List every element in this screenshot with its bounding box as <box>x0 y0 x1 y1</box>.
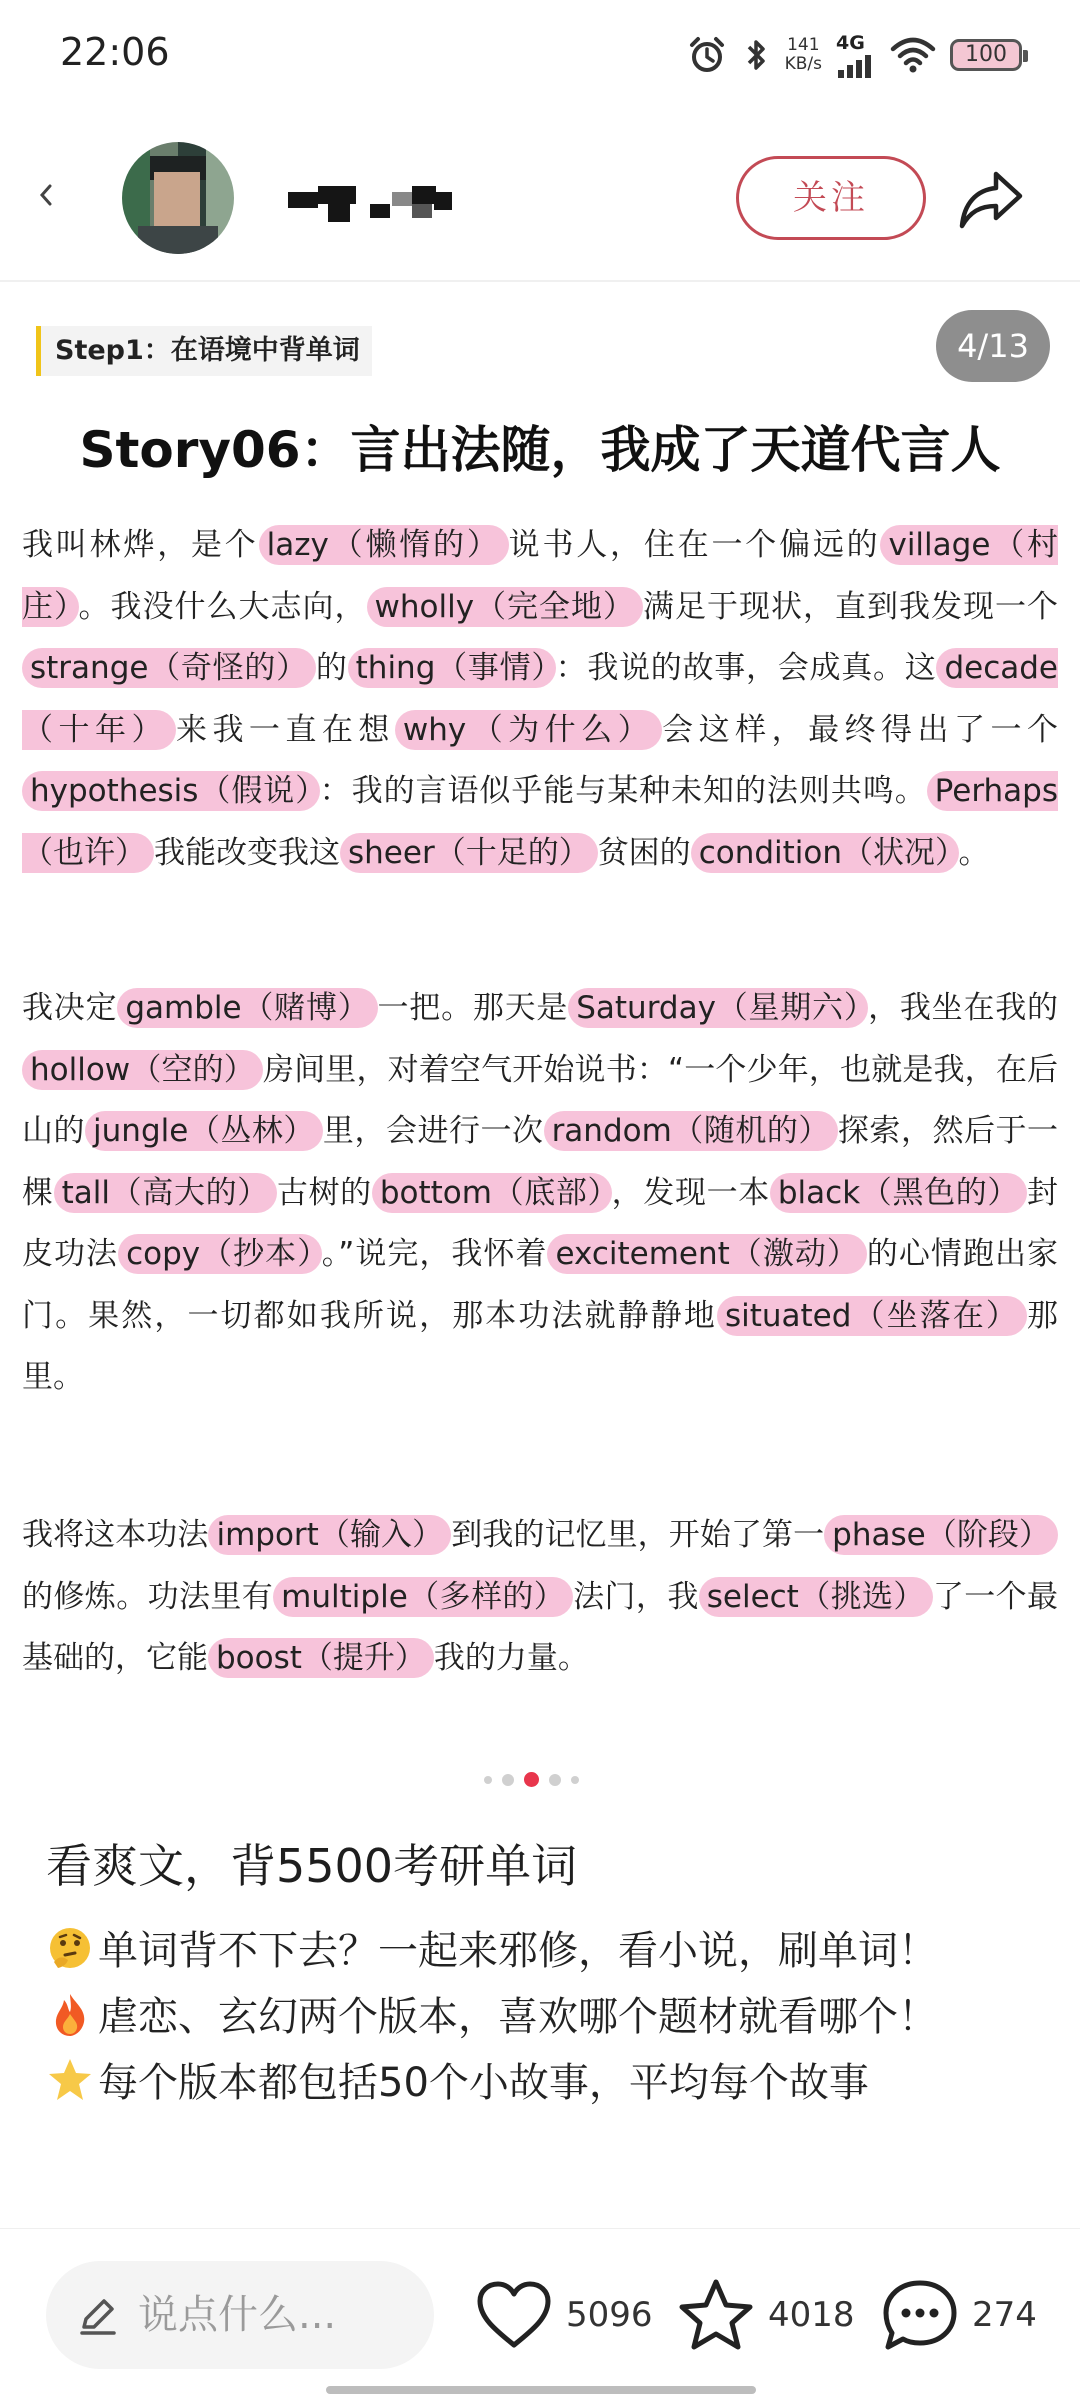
home-indicator <box>326 2386 756 2394</box>
vocab-highlight: import（输入） <box>208 1515 451 1555</box>
story-text: ，发现一本 <box>611 1174 770 1211</box>
vocab-highlight: bottom（底部） <box>372 1173 612 1213</box>
vocab-highlight: thing（事情） <box>348 648 556 688</box>
bottom-action-bar <box>0 2228 1080 2400</box>
desc-line-2-text: 虐恋、玄幻两个版本，喜欢哪个题材就看哪个！ <box>98 1994 938 2040</box>
story-text: 探索，然后于一棵 <box>22 1113 1059 1211</box>
vocab-highlight: select（挑选） <box>699 1577 933 1617</box>
vocab-highlight: Saturday（星期六） <box>568 988 868 1028</box>
desc-line-1 <box>46 1918 1036 1984</box>
story-text: 。我没什么大志向， <box>78 588 367 625</box>
vocab-highlight: random（随机的） <box>544 1111 838 1151</box>
back-arrow-icon[interactable] <box>34 180 58 210</box>
comment-placeholder: 说点什么... <box>138 2292 337 2338</box>
vocab-highlight: village（村庄） <box>22 527 1059 625</box>
story-text: 一把。那天是 <box>377 990 569 1026</box>
post-description <box>46 1918 1036 2116</box>
vocab-highlight: jungle（丛林） <box>85 1111 323 1151</box>
vocab-highlight: situated（坐落在） <box>717 1296 1027 1336</box>
comment-bubble-icon <box>880 2277 960 2353</box>
network-speed-unit: KB/s <box>784 54 822 74</box>
vocab-highlight: copy（抄本） <box>118 1234 322 1274</box>
story-text: 我的力量。 <box>433 1640 589 1676</box>
status-bar <box>0 0 1080 110</box>
story-text: 说书人，住在一个偏远的 <box>508 527 881 563</box>
carousel-dot <box>571 1776 579 1784</box>
desc-line-1-text: 单词背不下去？一起来邪修，看小说，刷单词！ <box>98 1928 938 1974</box>
author-avatar[interactable] <box>122 142 234 254</box>
network-speed-value: 141 <box>787 35 820 55</box>
follow-button[interactable]: 关注 <box>736 156 926 240</box>
story-text: 法门，我 <box>573 1578 699 1615</box>
vocab-highlight: boost（提升） <box>208 1638 434 1678</box>
desc-line-2 <box>46 1984 1036 2050</box>
star-outline-icon <box>676 2277 756 2353</box>
vocab-highlight: black（黑色的） <box>770 1173 1027 1213</box>
signal-icon <box>836 54 876 78</box>
vocab-highlight: multiple（多样的） <box>273 1577 573 1617</box>
story-text: 的 <box>315 650 348 686</box>
vocab-highlight: Perhaps（也许） <box>22 773 1058 871</box>
vocab-highlight: condition（状况） <box>691 833 959 873</box>
vocab-highlight: wholly（完全地） <box>367 587 644 627</box>
share-icon[interactable] <box>956 168 1026 230</box>
post-title: 看爽文，背5500考研单词 <box>46 1839 578 1893</box>
alarm-icon <box>687 35 727 75</box>
vocab-highlight: hypothesis（假说） <box>22 771 320 811</box>
story-text: 。”说完，我怀着 <box>321 1236 548 1272</box>
vocab-highlight: phase（阶段） <box>824 1515 1058 1555</box>
vocab-highlight: tall（高大的） <box>54 1173 277 1213</box>
story-text: 贫困的 <box>597 834 691 871</box>
story-text: 房间里，对着空气开始说书：“一个少年，也就是我，在后山的 <box>22 1051 1058 1149</box>
story-text: 我叫林烨，是个 <box>22 527 259 563</box>
vocab-highlight: why（为什么） <box>395 710 662 750</box>
heart-icon <box>474 2279 554 2351</box>
comment-button[interactable] <box>880 2273 1037 2357</box>
story-title: Story06：言出法随，我成了天道代言人 <box>79 421 1001 479</box>
story-paragraph-3 <box>22 1505 1058 1690</box>
story-text: 那里。 <box>22 1297 1058 1395</box>
favorite-button[interactable] <box>676 2273 855 2357</box>
story-paragraph-2 <box>22 978 1058 1409</box>
pen-icon <box>76 2293 120 2337</box>
wifi-icon <box>890 35 936 75</box>
story-text: 古树的 <box>276 1174 372 1211</box>
carousel-dot <box>549 1774 561 1786</box>
story-text: 会这样，最终得出了一个 <box>662 711 1059 748</box>
story-text: 里，会进行一次 <box>322 1113 544 1149</box>
like-button[interactable] <box>474 2273 653 2357</box>
comment-input[interactable] <box>46 2261 434 2369</box>
story-text: 封皮功法 <box>22 1174 1059 1272</box>
status-icons <box>687 30 1022 80</box>
story-text: 我决定 <box>22 990 118 1026</box>
thinking-face-icon <box>46 1924 94 1972</box>
vocab-highlight: decade（十年） <box>22 650 1059 748</box>
carousel-dot <box>484 1776 492 1784</box>
story-text: 的修炼。功法里有 <box>22 1578 274 1615</box>
carousel-dot <box>502 1774 514 1786</box>
desc-line-3-text: 每个版本都包括50个小故事，平均每个故事 <box>98 2060 869 2106</box>
story-text: 我能改变我这 <box>154 834 340 871</box>
story-text: 的心情跑出家门。果然，一切都如我所说，那本功法就静静地 <box>22 1236 1059 1334</box>
cellular-signal <box>836 32 876 78</box>
story-text: 了一个最基础的，它能 <box>22 1578 1059 1676</box>
like-count: 5096 <box>566 2295 653 2335</box>
network-speed <box>785 36 822 74</box>
network-type: 4G <box>836 32 865 54</box>
bluetooth-icon <box>741 35 771 75</box>
story-paragraph-1 <box>22 515 1058 884</box>
vocab-highlight: excitement（激动） <box>547 1234 866 1274</box>
carousel-dot-active <box>524 1772 539 1787</box>
carousel-dots <box>484 1772 579 1787</box>
story-text: ：我说的故事，会成真。这 <box>555 650 937 686</box>
fire-icon <box>46 1990 94 2038</box>
vocab-highlight: strange（奇怪的） <box>22 648 316 688</box>
step-tag: Step1：在语境中背单词 <box>36 326 372 376</box>
favorite-count: 4018 <box>768 2295 855 2335</box>
vocab-highlight: sheer（十足的） <box>340 833 598 873</box>
vocab-highlight: gamble（赌博） <box>117 988 377 1028</box>
story-text: 到我的记忆里，开始了第一 <box>451 1517 825 1553</box>
story-text: ，我坐在我的 <box>868 990 1059 1026</box>
status-time: 22:06 <box>60 30 170 74</box>
story-text: 满足于现状，直到我发现一个 <box>643 588 1059 625</box>
battery-indicator: 100 <box>950 39 1022 71</box>
author-name-redacted[interactable] <box>288 182 453 222</box>
story-text: ：我的言语似乎能与某种未知的法则共鸣。 <box>319 773 927 809</box>
comment-count: 274 <box>972 2295 1037 2335</box>
story-text: 。 <box>958 834 990 871</box>
story-text: 我将这本功法 <box>22 1517 209 1553</box>
star-icon <box>46 2056 94 2104</box>
story-text: 来我一直在想 <box>175 711 395 748</box>
desc-line-3 <box>46 2050 1036 2116</box>
image-page-indicator: 4/13 <box>936 310 1050 382</box>
vocab-highlight: hollow（空的） <box>22 1050 263 1090</box>
post-header <box>0 110 1080 282</box>
vocab-highlight: lazy（懒惰的） <box>259 525 509 565</box>
